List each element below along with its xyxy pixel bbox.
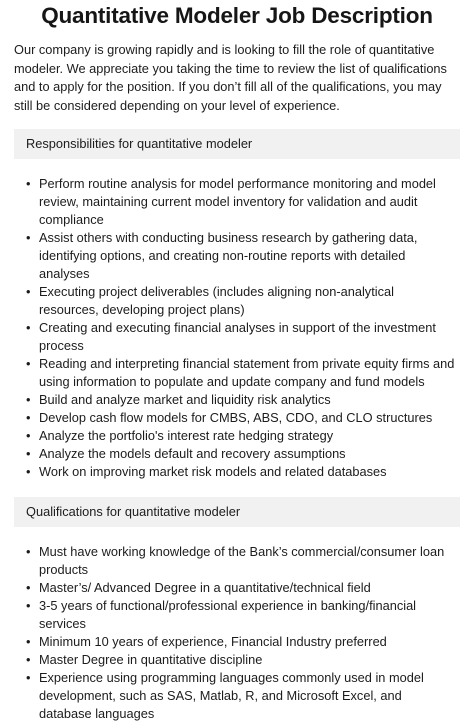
bullet-icon: • — [26, 230, 31, 246]
bullet-icon: • — [26, 284, 31, 300]
list-item: • Executing project deliverables (includes aligning non-analytical resources, developing project plans) — [26, 284, 394, 318]
list-item: • Work on improving market risk models and related databases — [26, 464, 387, 480]
bullet-icon: • — [26, 670, 31, 686]
bullet-icon: • — [26, 176, 31, 192]
responsibilities-heading: Responsibilities for quantitative modeler — [26, 136, 253, 152]
bullet-icon: • — [26, 634, 31, 650]
bullet-icon: • — [26, 356, 31, 372]
list-item: • 3-5 years of functional/professional experience in banking/financial services — [26, 598, 417, 632]
list-item: • Must have working knowledge of the Bank’s commercial/consumer loan products — [26, 544, 445, 578]
list-item: • Analyze the portfolio's interest rate hedging strategy — [26, 428, 334, 444]
qualifications-list — [14, 543, 460, 723]
bullet-icon: • — [26, 410, 31, 426]
list-item: • Reading and interpreting financial statement from private equity firms and using information to populate and update company and fund models — [26, 356, 455, 390]
bullet-icon: • — [26, 464, 31, 480]
list-item: • Analyze the models default and recovery assumptions — [26, 446, 346, 462]
bullet-icon: • — [26, 652, 31, 668]
bullet-icon: • — [26, 544, 31, 560]
list-item: • Creating and executing financial analyses in support of the investment process — [26, 320, 436, 354]
list-item: • Assist others with conducting business research by gathering data, identifying options, and creating non-routine reports with detailed analyses — [26, 230, 418, 282]
bullet-icon: • — [26, 320, 31, 336]
bullet-icon: • — [26, 580, 31, 596]
qualifications-heading: Qualifications for quantitative modeler — [26, 504, 241, 520]
list-item: • Perform routine analysis for model performance monitoring and model review, maintaining current model inventory for validation and audit compliance — [26, 176, 436, 228]
list-item: • Develop cash flow models for CMBS, ABS, CDO, and CLO structures — [26, 410, 433, 426]
list-item: • Experience using programming languages commonly used in model development, such as SAS, Matlab, R, and Microsoft Excel, and database languages — [26, 670, 424, 722]
page-title: Quantitative Modeler Job Description — [41, 3, 433, 28]
qualifications-section-header — [14, 497, 460, 527]
bullet-icon: • — [26, 598, 31, 614]
list-item: • Build and analyze market and liquidity risk analytics — [26, 392, 331, 408]
intro-paragraph: Our company is growing rapidly and is looking to fill the role of quantitative modeler. We appreciate you taking the time to review the list of qualifications and to apply for the position. If you don’t fill all of the qualifications, you may still be considered depending on your level of experience. — [14, 42, 447, 113]
responsibilities-section-header — [14, 129, 460, 159]
list-item: • Master Degree in quantitative discipline — [26, 652, 263, 668]
bullet-icon: • — [26, 392, 31, 408]
responsibilities-list — [14, 175, 460, 481]
bullet-icon: • — [26, 446, 31, 462]
list-item: • Master’s/ Advanced Degree in a quantitative/technical field — [26, 580, 371, 596]
list-item: • Minimum 10 years of experience, Financial Industry preferred — [26, 634, 387, 650]
bullet-icon: • — [26, 428, 31, 444]
